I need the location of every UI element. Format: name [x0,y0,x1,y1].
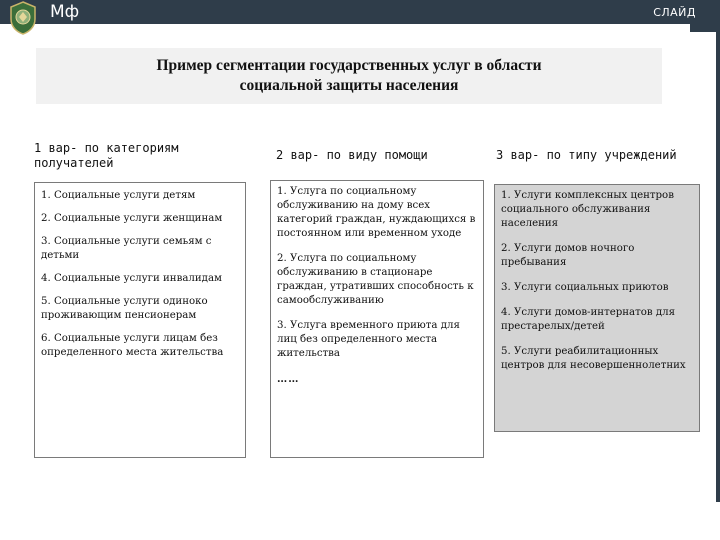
list-item: 6. Социальные услуги лицам без определенного места жительства [41,333,224,358]
page-title [89,56,609,96]
list-item: 5. Социальные услуги одиноко проживающим пенсионерам [41,296,208,321]
column-3-box [494,184,700,432]
list-item: 4. Услуги домов-интернатов для престарелых/детей [501,307,676,332]
frame-corner [690,24,720,32]
list-item: 1. Социальные услуги детям [41,190,196,201]
list-item: 5. Услуги реабилитационных центров для несовершеннолетних [501,346,686,371]
list-item: 2. Услуга по социальному обслуживанию в стационаре граждан, утративших способность к самообслуживанию [277,253,474,306]
list-item: 1. Услуги комплексных центров социального обслуживания населения [501,190,674,229]
column-1-heading: 1 вар- по категориям получателей [34,141,179,170]
list-item-ellipsis: …… [277,373,300,385]
top-bar [0,0,720,24]
frame-right-edge [716,32,720,502]
list-item: 3. Услуги социальных приютов [501,282,669,293]
title-box [36,48,662,104]
column-2-box [270,180,484,458]
list-item: 4. Социальные услуги инвалидам [41,273,222,284]
emblem-icon [8,1,38,35]
column-1-box [34,182,246,458]
list-item: 3. Услуга временного приюта для лиц без определенного места жительства [277,320,460,359]
title-line-1: Пример сегментации государственных услуг в области [156,57,542,74]
slide-label: СЛАЙД [653,6,696,19]
list-item: 1. Услуга по социальному обслуживанию на дому всех категорий граждан, нуждающихся в постоянном или временном уходе [277,186,476,239]
title-line-2: социальной защиты населения [239,77,459,94]
column-2-heading: 2 вар- по виду помощи [276,148,428,162]
list-item: 3. Социальные услуги семьям с детьми [41,236,212,261]
column-3-heading: 3 вар- по типу учреждений [496,148,677,162]
list-item: 2. Услуги домов ночного пребывания [501,243,635,268]
brand-label: Мф [50,2,80,22]
list-item: 2. Социальные услуги женщинам [41,213,223,224]
